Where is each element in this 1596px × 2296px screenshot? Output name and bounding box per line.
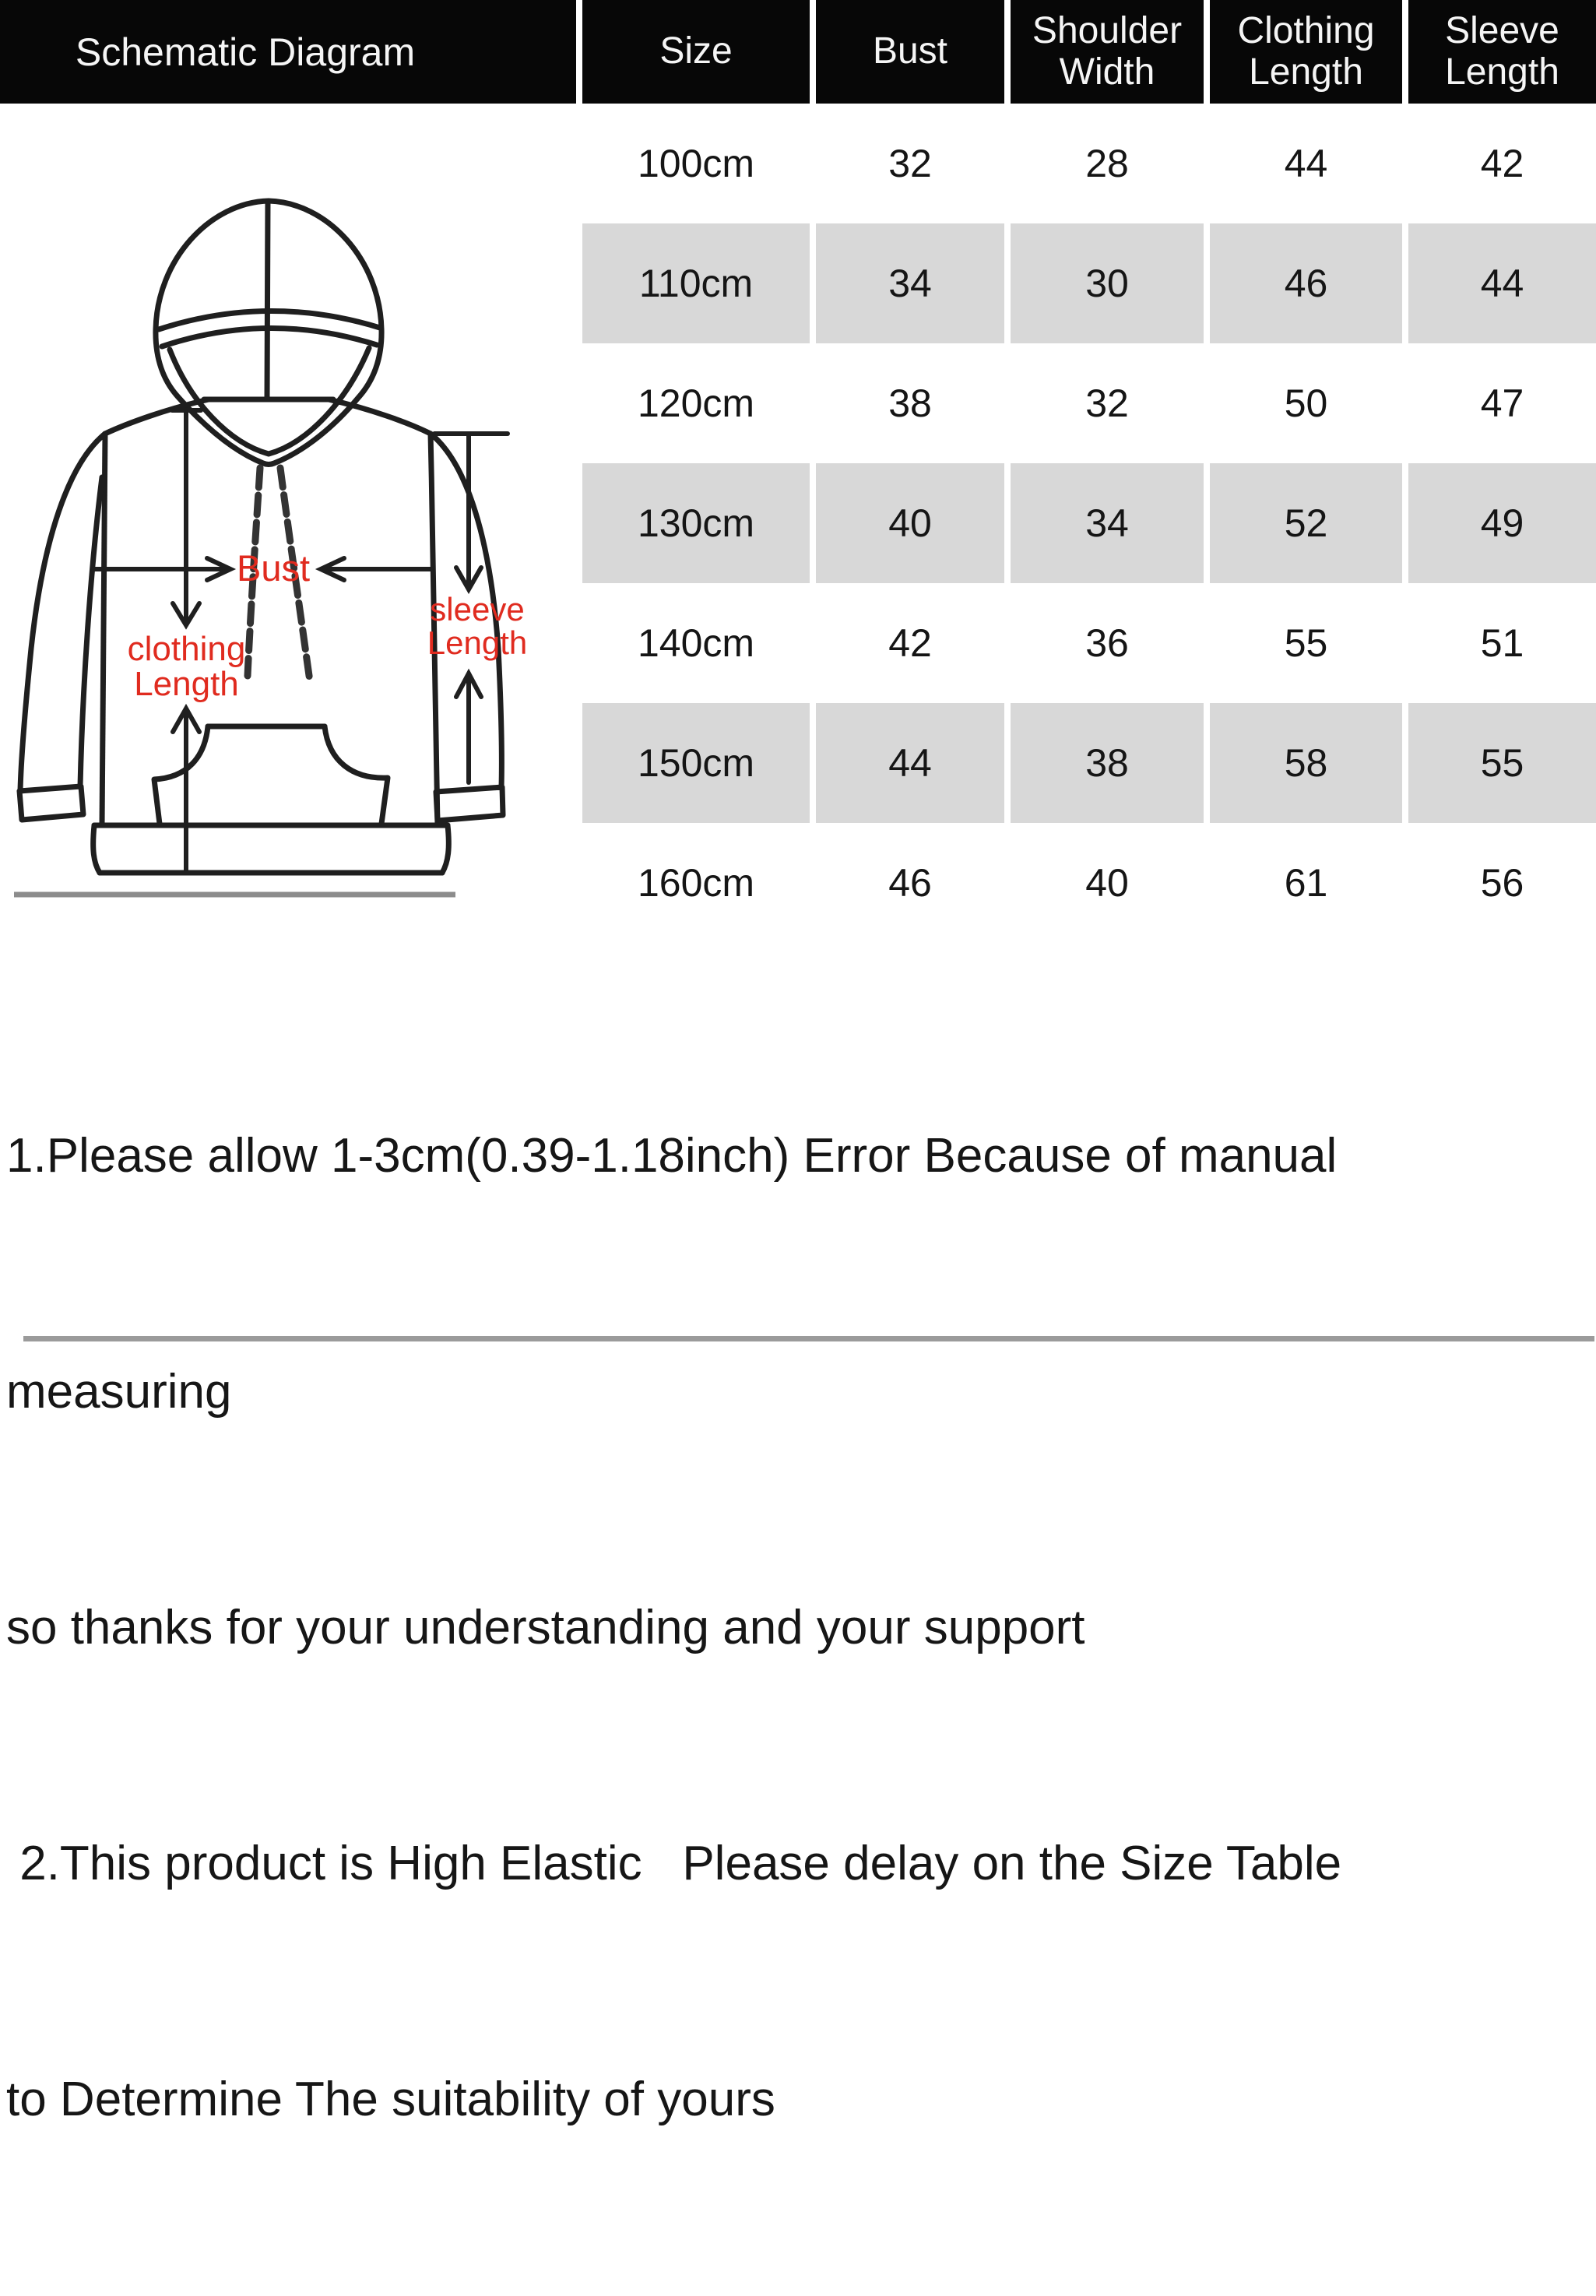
table-cell: 44 — [816, 703, 1004, 823]
table-cell: 49 — [1408, 463, 1596, 583]
size-cell: 110cm — [582, 223, 810, 343]
bust-label — [230, 547, 316, 589]
table-cell: 40 — [816, 463, 1004, 583]
size-cell: 150cm — [582, 703, 810, 823]
header-cell-bust: Bust — [816, 0, 1004, 104]
table-cell: 42 — [1408, 104, 1596, 223]
table-cell: 56 — [1408, 823, 1596, 943]
note-line: 2.This product is High Elastic Please delay on the Size Table — [6, 1837, 1342, 1890]
table-cell: 51 — [1408, 583, 1596, 703]
sleeve-left-inner — [80, 477, 102, 786]
header-cell-clothing-length: Clothing Length — [1210, 0, 1402, 104]
size-cell: 120cm — [582, 343, 810, 463]
table-cell: 34 — [1011, 463, 1204, 583]
sleeve-left-outer — [20, 434, 105, 791]
table-cell: 30 — [1011, 223, 1204, 343]
table-cell: 40 — [1011, 823, 1204, 943]
notes-block — [6, 959, 1587, 2296]
size-cell: 130cm — [582, 463, 810, 583]
cuff-right — [436, 787, 503, 821]
table-cell: 52 — [1210, 463, 1402, 583]
table-cell: 34 — [816, 223, 1004, 343]
sleeve-label-line2: Length — [427, 624, 528, 661]
schematic-diagram-title: Schematic Diagram — [75, 30, 416, 74]
note-line: 1.Please allow 1-3cm(0.39-1.18inch) Error Because of manual — [6, 1129, 1338, 1183]
hoodie-line-drawing — [0, 104, 576, 929]
cuff-left — [19, 786, 83, 820]
bottom-divider — [23, 1336, 1594, 1341]
header-cell-size: Size — [582, 0, 810, 104]
table-cell: 38 — [816, 343, 1004, 463]
table-cell: 46 — [816, 823, 1004, 943]
bust-label-text: Bust — [236, 547, 311, 589]
hem-side-left — [93, 825, 100, 873]
pocket-right — [325, 726, 388, 824]
hood-center-seam — [267, 202, 268, 399]
table-cell: 32 — [816, 104, 1004, 223]
note-line: measuring — [6, 1365, 232, 1419]
clothing-length-label — [118, 632, 255, 702]
note-line: to Determine The suitability of yours — [6, 2073, 775, 2126]
table-cell: 46 — [1210, 223, 1402, 343]
table-cell: 44 — [1210, 104, 1402, 223]
pocket-left — [154, 726, 208, 824]
clothing-label-line1: clothing — [127, 630, 246, 668]
table-cell: 47 — [1408, 343, 1596, 463]
note-line: so thanks for your understanding and your support — [6, 1601, 1085, 1654]
table-cell: 28 — [1011, 104, 1204, 223]
hem-side-right — [442, 825, 448, 873]
hoodie-schematic — [0, 104, 576, 929]
schematic-diagram-header — [0, 0, 576, 104]
size-table — [582, 0, 1596, 943]
table-cell: 44 — [1408, 223, 1596, 343]
table-cell: 38 — [1011, 703, 1204, 823]
size-cell: 160cm — [582, 823, 810, 943]
size-cell: 100cm — [582, 104, 810, 223]
sleeve-label-line1: sleeve — [430, 591, 525, 628]
table-cell: 42 — [816, 583, 1004, 703]
table-cell: 32 — [1011, 343, 1204, 463]
size-cell: 140cm — [582, 583, 810, 703]
clothing-label-line2: Length — [134, 664, 239, 703]
table-cell: 58 — [1210, 703, 1402, 823]
header-cell-sleeve-length: Sleeve Length — [1408, 0, 1596, 104]
table-cell: 36 — [1011, 583, 1204, 703]
sleeve-length-label — [415, 593, 540, 660]
header-cell-shoulder-width: Shoulder Width — [1011, 0, 1204, 104]
table-cell: 50 — [1210, 343, 1402, 463]
table-cell: 55 — [1408, 703, 1596, 823]
table-cell: 61 — [1210, 823, 1402, 943]
table-cell: 55 — [1210, 583, 1402, 703]
